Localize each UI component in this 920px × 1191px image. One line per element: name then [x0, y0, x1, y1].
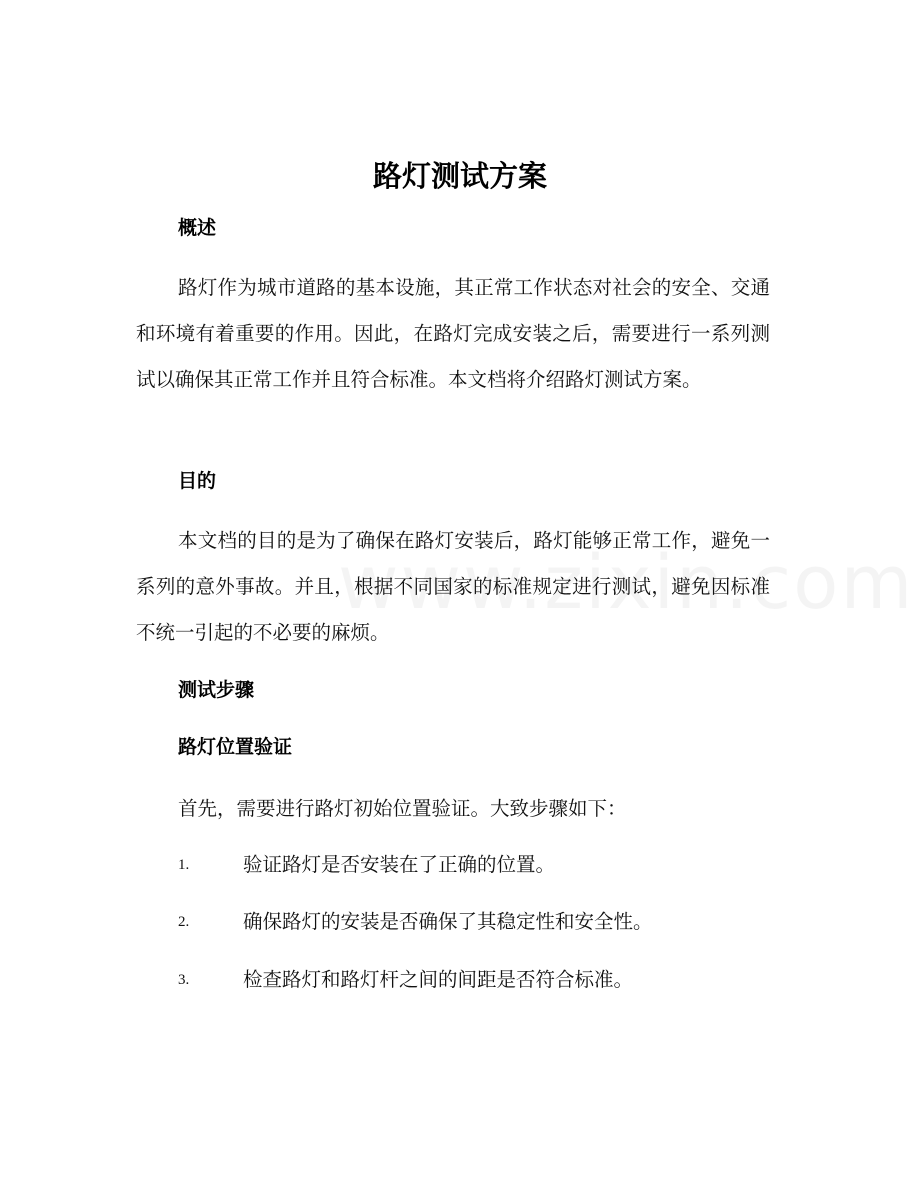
steps-intro: 首先，需要进行路灯初始位置验证。大致步骤如下：	[178, 797, 627, 820]
purpose-paragraph: 本文档的目的是为了确保在路灯安装后，路灯能够正常工作，避免一系列的意外事故。并且，根据不同国家的标准规定进行测试，避免因标准不统一引起的不必要的麻烦。	[136, 529, 770, 644]
section-heading-steps: 测试步骤	[178, 679, 255, 701]
list-item-text: 验证路灯是否安装在了正确的位置。	[243, 853, 556, 876]
overview-paragraph: 路灯作为城市道路的基本设施，其正常工作状态对社会的安全、交通和环境有着重要的作用。因此，在路灯完成安装之后，需要进行一系列测试以确保其正常工作并且符合标准。本文档将介绍路灯测试方案。	[136, 276, 770, 391]
document-title: 路灯测试方案	[372, 159, 547, 193]
subsection-heading-location: 路灯位置验证	[178, 736, 293, 758]
list-item	[178, 851, 778, 879]
section-heading-overview: 概述	[178, 217, 217, 239]
list-item-text: 确保路灯的安装是否确保了其稳定性和安全性。	[243, 910, 653, 933]
list-item-number: 2.	[178, 914, 190, 930]
list-item-text: 检查路灯和路灯杆之间的间距是否符合标准。	[243, 968, 634, 991]
list-item-number: 1.	[178, 857, 190, 873]
list-item-number: 3.	[178, 972, 190, 988]
list-item	[178, 908, 778, 936]
section-heading-purpose: 目的	[178, 470, 217, 492]
list-item	[178, 966, 778, 994]
